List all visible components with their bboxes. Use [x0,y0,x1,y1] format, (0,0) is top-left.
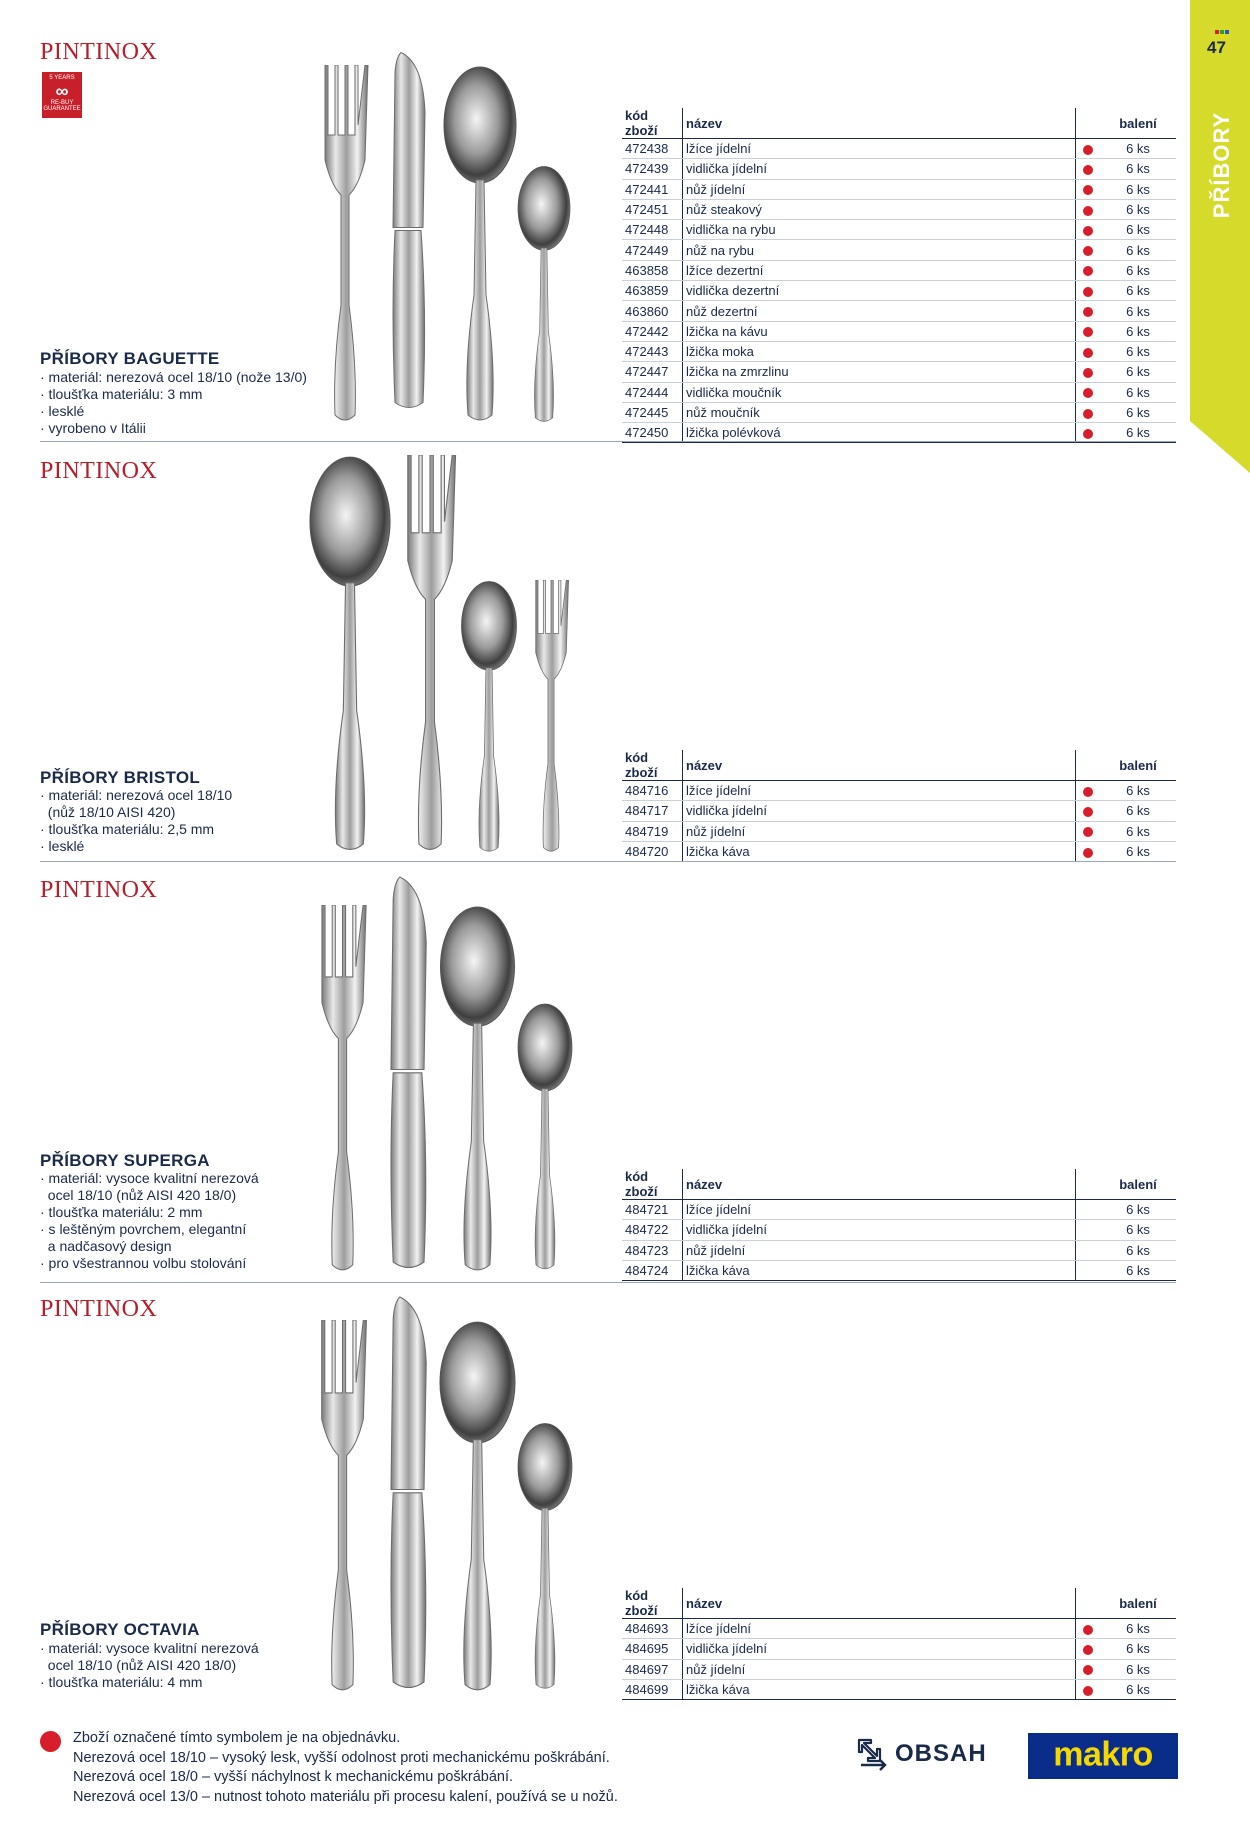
table-row [622,1619,1176,1639]
product-name: lžička moka [683,341,1076,361]
pack-size: 6 ks [1100,1200,1176,1220]
header-name: název [683,1169,1076,1200]
table-row [622,821,1176,841]
order-indicator [1076,1260,1101,1280]
spec-list: · materiál: nerezová ocel 18/10 (nože 13/0) · tloušťka materiálu: 3 mm · lesklé · vyrobeno v Itálii [40,369,307,436]
pack-size: 6 ks [1100,423,1176,443]
order-indicator [1076,423,1101,443]
rebuy-guarantee-badge: 5 YEARS ∞ RE-BUY GUARANTEE [42,72,82,118]
baguette-cutlery-image [315,40,595,430]
table-row [622,301,1176,321]
product-name: nůž jídelní [683,179,1076,199]
pack-size: 6 ks [1100,402,1176,422]
table-row [622,362,1176,382]
pack-size: 6 ks [1100,821,1176,841]
table-row [622,1659,1176,1679]
header-order [1076,1169,1101,1200]
header-order [1076,108,1101,139]
product-name: lžíce jídelní [683,139,1076,159]
product-name: nůž na rybu [683,240,1076,260]
product-code: 484719 [622,821,683,841]
header-order [1076,1588,1101,1619]
order-indicator [1076,199,1101,219]
category-title: PŘÍBORY [1209,111,1234,219]
table-row [622,341,1176,361]
bristol-cutlery-image [305,455,595,855]
header-pack: balení [1100,108,1176,139]
pack-size: 6 ks [1100,1659,1176,1679]
table-row [622,841,1176,861]
product-name: lžíce jídelní [683,1200,1076,1220]
order-dot-icon [1083,807,1093,817]
header-order [1076,750,1101,781]
product-name: vidlička jídelní [683,1220,1076,1240]
product-name: vidlička jídelní [683,801,1076,821]
product-code: 472444 [622,382,683,402]
header-code: kód zboží [622,1169,683,1200]
footer-notes: Zboží označené tímto symbolem je na objednávku. Nerezová ocel 18/10 – vysoký lesk, vyšší odolnost proti mechanickému poškrábání. Nerezová ocel 18/0 – vyšší náchylnost k mechanickému poškrábání. Nerezová ocel 13/0 – nutnost tohoto materiálu při procesu kalení, používá se u nožů. [73,1730,618,1805]
order-indicator [1076,801,1101,821]
product-code: 472448 [622,220,683,240]
table-header [622,1588,1176,1619]
product-name: lžíce dezertní [683,260,1076,280]
order-dot-icon [1083,185,1093,195]
product-code: 463858 [622,260,683,280]
order-indicator [1076,362,1101,382]
product-code: 472438 [622,139,683,159]
header-name: název [683,1588,1076,1619]
header-code: kód zboží [622,750,683,781]
order-indicator [1076,1220,1101,1240]
product-name: vidlička na rybu [683,220,1076,240]
order-dot-icon [1083,1625,1093,1635]
order-dot-icon [1083,226,1093,236]
product-name: lžička káva [683,1260,1076,1280]
product-name: lžíce jídelní [683,1619,1076,1639]
order-indicator [1076,382,1101,402]
product-table [622,1169,1176,1281]
table-row [622,220,1176,240]
brand-logo: PINTINOX [40,1296,158,1322]
order-dot-icon [1083,787,1093,797]
order-indicator [1076,240,1101,260]
order-dot-icon [1083,206,1093,216]
octavia-cutlery-image [310,1295,600,1700]
product-code: 463860 [622,301,683,321]
product-code: 484723 [622,1240,683,1260]
order-dot-icon [1083,1665,1093,1675]
order-indicator [1076,301,1101,321]
order-dot-icon [1083,388,1093,398]
product-code: 472443 [622,341,683,361]
order-dot-icon [1083,827,1093,837]
pack-size: 6 ks [1100,1619,1176,1639]
order-indicator [1076,781,1101,801]
order-dot-icon [1083,368,1093,378]
table-row [622,1220,1176,1240]
table-row [622,1260,1176,1280]
product-code: 484697 [622,1659,683,1679]
table-row [622,1639,1176,1659]
product-code: 484693 [622,1619,683,1639]
product-name: lžička na kávu [683,321,1076,341]
color-dots-icon [1215,30,1229,38]
section-title: PŘÍBORY BAGUETTE [40,349,220,368]
order-dot-icon [1083,307,1093,317]
order-indicator [1076,1619,1101,1639]
pack-size: 6 ks [1100,1639,1176,1659]
product-name: nůž jídelní [683,1659,1076,1679]
product-name: nůž jídelní [683,1240,1076,1260]
order-dot-icon [1083,409,1093,419]
header-code: kód zboží [622,1588,683,1619]
product-code: 472451 [622,199,683,219]
table-row [622,382,1176,402]
table-row [622,1679,1176,1699]
contents-label: OBSAH [895,1740,987,1767]
table-row [622,423,1176,443]
order-dot-icon [1083,1645,1093,1655]
section-title: PŘÍBORY SUPERGA [40,1151,210,1170]
table-row [622,321,1176,341]
product-table [622,108,1176,443]
table-row [622,179,1176,199]
order-indicator [1076,220,1101,240]
order-dot-icon [1083,429,1093,439]
table-header [622,108,1176,139]
pack-size: 6 ks [1100,801,1176,821]
order-dot-icon [1083,266,1093,276]
header-name: název [683,750,1076,781]
product-name: lžička káva [683,1679,1076,1699]
table-row [622,199,1176,219]
product-name: lžička polévková [683,423,1076,443]
infinity-icon: ∞ [55,80,69,101]
pack-size: 6 ks [1100,1260,1176,1280]
order-dot-icon [1083,1686,1093,1696]
header-code: kód zboží [622,108,683,139]
pack-size: 6 ks [1100,199,1176,219]
product-code: 484717 [622,801,683,821]
order-dot-icon [1083,246,1093,256]
pack-size: 6 ks [1100,139,1176,159]
product-name: lžička na zmrzlinu [683,362,1076,382]
product-table [622,1588,1176,1700]
table-row [622,139,1176,159]
spec-list: · materiál: vysoce kvalitní nerezová ocel 18/10 (nůž AISI 420 18/0) · tloušťka materiálu: 4 mm [40,1640,259,1690]
table-row [622,402,1176,422]
superga-cutlery-image [310,875,600,1275]
order-indicator [1076,1679,1101,1699]
pack-size: 6 ks [1100,1679,1176,1699]
order-indicator [1076,1200,1101,1220]
table-row [622,281,1176,301]
category-tab [1190,0,1250,473]
table-header [622,750,1176,781]
table-row [622,781,1176,801]
table-row [622,1200,1176,1220]
product-name: lžíce jídelní [683,781,1076,801]
order-dot-icon [1083,848,1093,858]
section-title: PŘÍBORY BRISTOL [40,768,201,787]
order-dot-icon [1083,165,1093,175]
product-name: vidlička dezertní [683,281,1076,301]
order-dot-icon [1083,145,1093,155]
table-row [622,1240,1176,1260]
product-code: 472441 [622,179,683,199]
brand-logo: PINTINOX [40,39,158,65]
pack-size: 6 ks [1100,220,1176,240]
section-divider [40,861,1176,862]
pack-size: 6 ks [1100,1240,1176,1260]
order-dot-icon [1083,327,1093,337]
order-indicator [1076,281,1101,301]
order-indicator [1076,1639,1101,1659]
section-title: PŘÍBORY OCTAVIA [40,1620,200,1639]
section-divider [40,1282,1176,1283]
product-code: 484720 [622,841,683,861]
product-code: 484722 [622,1220,683,1240]
section-divider [40,441,1176,442]
product-code: 484695 [622,1639,683,1659]
product-code: 484699 [622,1679,683,1699]
pack-size: 6 ks [1100,301,1176,321]
product-name: lžička káva [683,841,1076,861]
pack-size: 6 ks [1100,341,1176,361]
order-indicator [1076,402,1101,422]
product-code: 472449 [622,240,683,260]
order-indicator [1076,159,1101,179]
product-name: vidlička jídelní [683,159,1076,179]
order-indicator [1076,260,1101,280]
header-pack: balení [1100,1588,1176,1619]
product-code: 472439 [622,159,683,179]
pack-size: 6 ks [1100,260,1176,280]
table-row [622,260,1176,280]
product-code: 472447 [622,362,683,382]
product-name: nůž dezertní [683,301,1076,321]
order-indicator [1076,179,1101,199]
spec-list: · materiál: vysoce kvalitní nerezová ocel 18/10 (nůž AISI 420 18/0) · tloušťka materiálu: 2 mm · s leštěným povrchem, elegantní a nadčasový design · pro všestrannou volbu stolování [40,1170,259,1271]
pack-size: 6 ks [1100,1220,1176,1240]
pack-size: 6 ks [1100,179,1176,199]
pack-size: 6 ks [1100,841,1176,861]
pack-size: 6 ks [1100,159,1176,179]
spec-list: · materiál: nerezová ocel 18/10 (nůž 18/10 AISI 420) · tloušťka materiálu: 2,5 mm · lesklé [40,787,233,854]
product-code: 484721 [622,1200,683,1220]
brand-logo: PINTINOX [40,458,158,484]
order-indicator [1076,841,1101,861]
table-header [622,1169,1176,1200]
header-pack: balení [1100,1169,1176,1200]
order-indicator [1076,1240,1101,1260]
header-name: název [683,108,1076,139]
order-indicator [1076,341,1101,361]
makro-logo: makro [1028,1733,1178,1779]
pack-size: 6 ks [1100,382,1176,402]
product-code: 484724 [622,1260,683,1280]
product-code: 472445 [622,402,683,422]
order-indicator [1076,1659,1101,1679]
order-symbol-icon [40,1731,61,1752]
order-dot-icon [1083,287,1093,297]
pack-size: 6 ks [1100,281,1176,301]
table-row [622,159,1176,179]
order-indicator [1076,139,1101,159]
pack-size: 6 ks [1100,240,1176,260]
product-code: 472450 [622,423,683,443]
product-name: vidlička jídelní [683,1639,1076,1659]
page-number: 47 [1207,38,1226,57]
table-row [622,240,1176,260]
product-table [622,750,1176,862]
product-code: 472442 [622,321,683,341]
product-name: nůž jídelní [683,821,1076,841]
product-code: 463859 [622,281,683,301]
table-row [622,801,1176,821]
product-name: nůž steakový [683,199,1076,219]
product-name: nůž moučník [683,402,1076,422]
order-dot-icon [1083,348,1093,358]
contents-link[interactable] [855,1736,987,1772]
pack-size: 6 ks [1100,781,1176,801]
order-indicator [1076,821,1101,841]
return-arrow-icon [855,1737,889,1771]
pack-size: 6 ks [1100,321,1176,341]
header-pack: balení [1100,750,1176,781]
pack-size: 6 ks [1100,362,1176,382]
brand-logo: PINTINOX [40,877,158,903]
order-indicator [1076,321,1101,341]
product-name: vidlička moučník [683,382,1076,402]
product-code: 484716 [622,781,683,801]
